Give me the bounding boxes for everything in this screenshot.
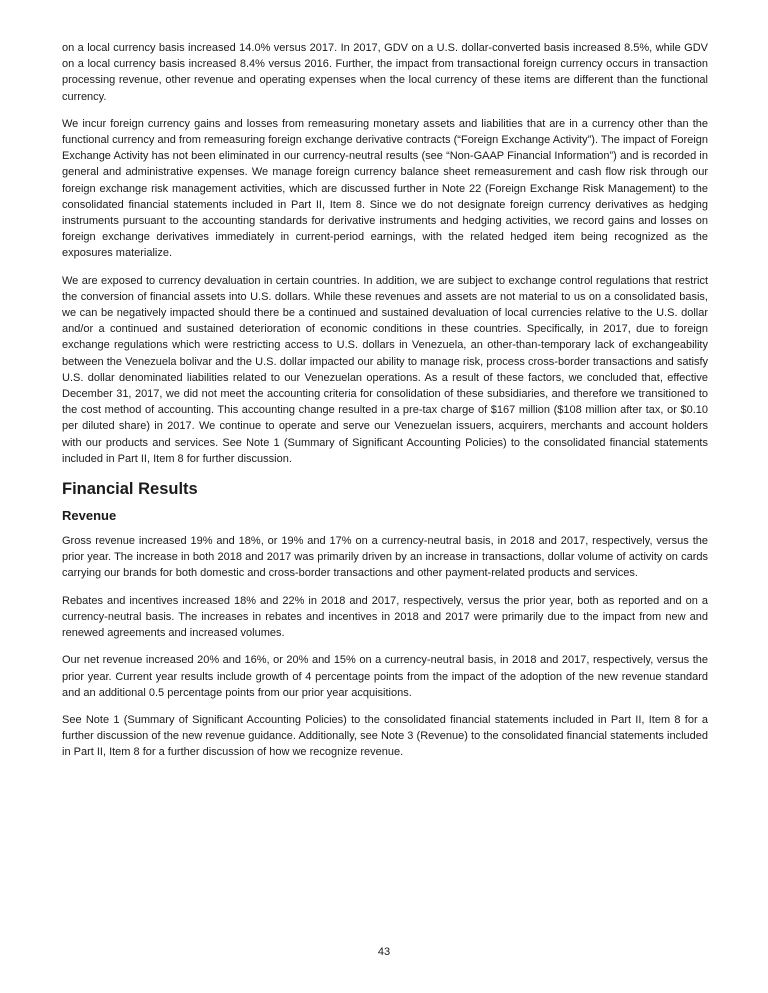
paragraph-foreign-exchange-activity: We incur foreign currency gains and losses from remeasuring monetary assets and liabilities that are in a currency other than the functional currency and from remeasuring foreign exchange derivative contracts (“Foreign Exchange Activity”). The impact of Foreign Exchange Activity has not been eliminated in our currency-neutral results (see “Non-GAAP Financial Information”) and is recorded in general and administrative expenses. We manage foreign currency balance sheet remeasurement and cash flow risk through our foreign exchange risk management activities, which are discussed further in Note 22 (Foreign Exchange Risk Management) to the consolidated financial statements included in Part II, Item 8. Since we do not designate foreign currency derivatives as hedging instruments pursuant to the accounting standards for derivative instruments and hedging activities, we record gains and losses on foreign exchange derivatives immediately in current-period earnings, with the related hedged item being recognized as the exposures materialize. bbox=[62, 117, 708, 260]
paragraph-rebates-incentives: Rebates and incentives increased 18% and 22% in 2018 and 2017, respectively, versus the prior year, both as reported and on a currency-neutral basis. The increases in rebates and incentives in 2018 and 2017 were primarily due to the impact from new and renewed agreements and increased volumes. bbox=[62, 594, 708, 640]
paragraph-see-notes: See Note 1 (Summary of Significant Accounting Policies) to the consolidated financial statements included in Part II, Item 8 for a further discussion of the new revenue guidance. Additionally, see Note 3 (Revenue) to the consolidated financial statements included in Part II, Item 8 for a further discussion of how we recognize revenue. bbox=[62, 713, 708, 759]
paragraph-net-revenue: Our net revenue increased 20% and 16%, or 20% and 15% on a currency-neutral basis, in 2018 and 2017, respectively, versus the prior year. Current year results include growth of 4 percentage points from the impact of the adoption of the new revenue standard and an additional 0.5 percentage points from our prior year acquisitions. bbox=[62, 654, 708, 699]
paragraph-currency-devaluation: We are exposed to currency devaluation in certain countries. In addition, we are subject to exchange control regulations that restrict the conversion of financial assets into U.S. dollars. While these revenues and assets are not material to us on a consolidated basis, we can be negatively impacted should there be a continued and sustained devaluation of local currencies relative to the U.S. dollar and/or a continued and sustained deterioration of economic conditions in these countries. Specifically, in 2017, due to foreign exchange regulations which were restricting access to U.S. dollars in Venezuela, an other-than-temporary lack of exchangeability between the Venezuela bolivar and the U.S. dollar impacted our ability to manage risk, process cross-border transactions and satisfy U.S. dollar denominated liabilities related to our Venezuelan operations. As a result of these factors, we concluded that, effective December 31, 2017, we did not meet the accounting criteria for consolidation of these subsidiaries, and therefore we transitioned to the cost method of accounting. This accounting change resulted in a pre-tax charge of $167 million ($108 million after tax, or $0.10 per diluted share) in 2017. We continue to operate and serve our Venezuelan issuers, acquirers, merchants and account holders with our products and services. See Note 1 (Summary of Significant Accounting Policies) to the consolidated financial statements included in Part II, Item 8 for further discussion. bbox=[62, 274, 708, 465]
section-heading-financial-results: Financial Results bbox=[62, 480, 198, 499]
paragraph-gross-revenue: Gross revenue increased 19% and 18%, or 19% and 17% on a currency-neutral basis, in 2018 and 2017, respectively, versus the prior year. The increase in both 2018 and 2017 was primarily driven by an increase in transactions, dollar volume of activity on cards carrying our brands for both domestic and cross-border transactions and other payment-related products and services. bbox=[62, 535, 708, 580]
page-number: 43 bbox=[377, 946, 391, 958]
subsection-heading-revenue: Revenue bbox=[62, 508, 117, 524]
paragraph-local-currency: on a local currency basis increased 14.0% versus 2017. In 2017, GDV on a U.S. dollar-converted basis increased 8.5%, while GDV on a local currency basis increased 8.4% versus 2016. Further, the impact from transactional foreign currency occurs in transaction processing revenue, other revenue and operating expenses when the local currency of these items are different than the functional currency. bbox=[62, 42, 708, 103]
document-page bbox=[62, 40, 708, 772]
